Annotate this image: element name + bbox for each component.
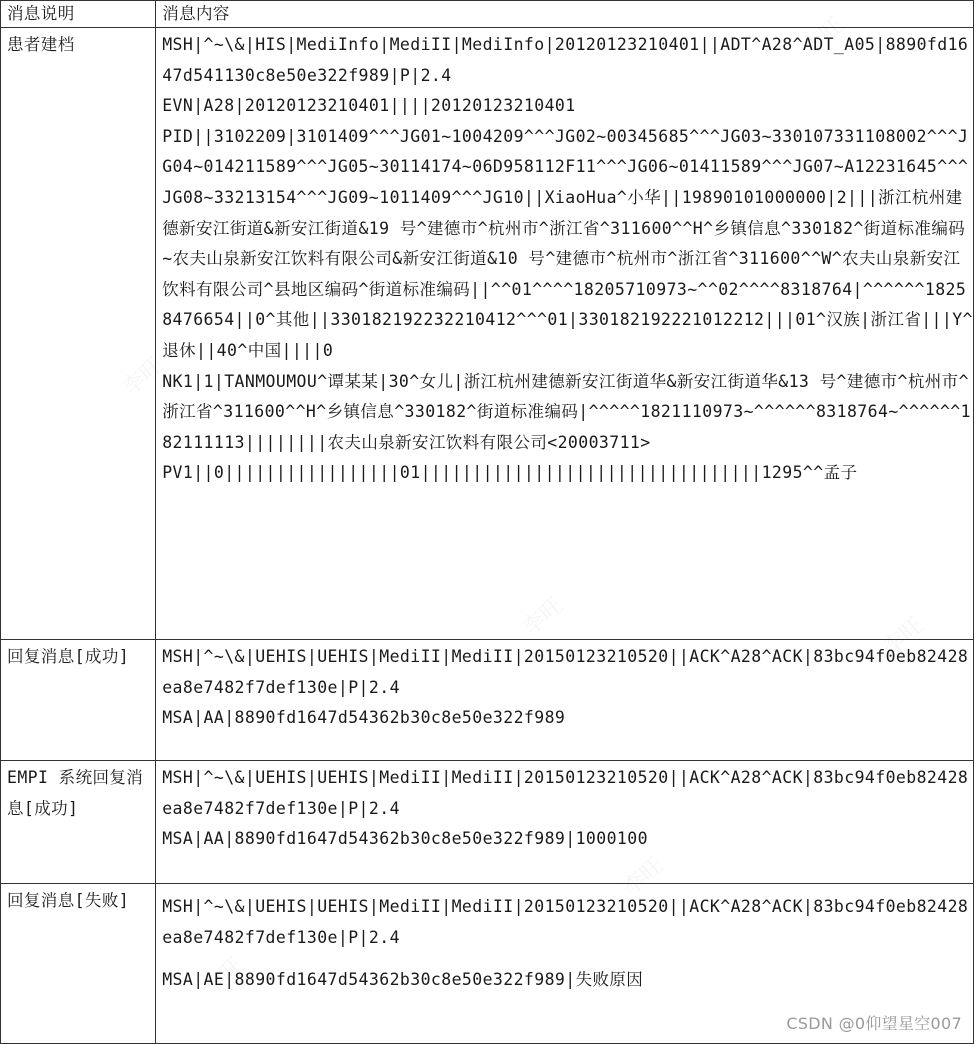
header-description: 消息说明 — [1, 1, 156, 28]
table-row — [1, 28, 974, 640]
row-label: 回复消息[失败] — [1, 884, 156, 1044]
hl7-segment-msa: MSA|AA|8890fd1647d54362b30c8e50e322f989 — [162, 708, 566, 728]
table-row — [1, 640, 974, 761]
hl7-segment-msa: MSA|AA|8890fd1647d54362b30c8e50e322f989|1000100 — [162, 829, 648, 849]
row-content — [156, 28, 974, 640]
row-label: 回复消息[成功] — [1, 640, 156, 761]
hl7-segment-msh: MSH|^~\&|UEHIS|UEHIS|MediII|MediII|20150123210520||ACK^A28^ACK|83bc94f0eb82428ea8e7482f7def130e|P|2.4 — [162, 647, 969, 697]
table-header-row — [1, 1, 974, 28]
hl7-segment-evn: EVN|A28|20120123210401||||20120123210401 — [162, 96, 576, 116]
row-label: 患者建档 — [1, 28, 156, 640]
hl7-segment-nk1: NK1|1|TANMOUMOU^谭某某|30^女儿|浙江杭州建德新安江街道华&新安江街道华&13 号^建德市^杭州市^浙江省^311600^^H^乡镇信息^330182^街道标准编码|^^^^^1821110973~^^^^^^8318764~^^^^^^182111113||||||||农夫山泉新安江饮料有限公司<20003711> — [162, 371, 971, 452]
hl7-segment-msh: MSH|^~\&|UEHIS|UEHIS|MediII|MediII|20150123210520||ACK^A28^ACK|83bc94f0eb82428ea8e7482f7def130e|P|2.4 — [162, 768, 969, 818]
row-content — [156, 761, 974, 884]
row-label: EMPI 系统回复消息[成功] — [1, 761, 156, 884]
watermark: CSDN @0仰望星空007 — [786, 1014, 962, 1033]
hl7-segment-pv1: PV1||0|||||||||||||||||01|||||||||||||||||||||||||||||||||1295^^孟子 — [162, 463, 858, 483]
row-content — [156, 640, 974, 761]
hl7-segment-msh: MSH|^~\&|HIS|MediInfo|MediII|MediInfo|20120123210401||ADT^A28^ADT_A05|8890fd1647d541130c8e50e322f989|P|2.4 — [162, 35, 969, 85]
header-content: 消息内容 — [156, 1, 974, 28]
hl7-segment-msa: MSA|AE|8890fd1647d54362b30c8e50e322f989|失败原因 — [162, 970, 644, 990]
hl7-segment-msh: MSH|^~\&|UEHIS|UEHIS|MediII|MediII|20150123210520||ACK^A28^ACK|83bc94f0eb82428ea8e7482f7def130e|P|2.4 — [162, 897, 969, 947]
table-row — [1, 761, 974, 884]
hl7-segment-pid: PID||3102209|3101409^^^JG01~1004209^^^JG02~00345685^^^JG03~330107331108002^^^JG04~014211589^^^JG05~30114174~06D958112F11^^^JG06~01411589^^^JG07~A12231645^^^JG08~33213154^^^JG09~1011409^^^JG10||XiaoHua^小华||19890101000000|2|||浙江杭州建德新安江街道&新安江街道&19 号^建德市^杭州市^浙江省^311600^^H^乡镇信息^330182^街道标准编码~农夫山泉新安江饮料有限公司&新安江街道&10 号^建德市^杭州市^浙江省^311600^^W^农夫山泉新安江饮料有限公司^县地区编码^街道标准编码||^^01^^^^18205710973~^^02^^^^8318764|^^^^^^18258476654||0^其他||330182192232210412^^^01|330182192221012212|||01^汉族|浙江省|||Y^退休||40^中国||||0 — [162, 126, 973, 360]
